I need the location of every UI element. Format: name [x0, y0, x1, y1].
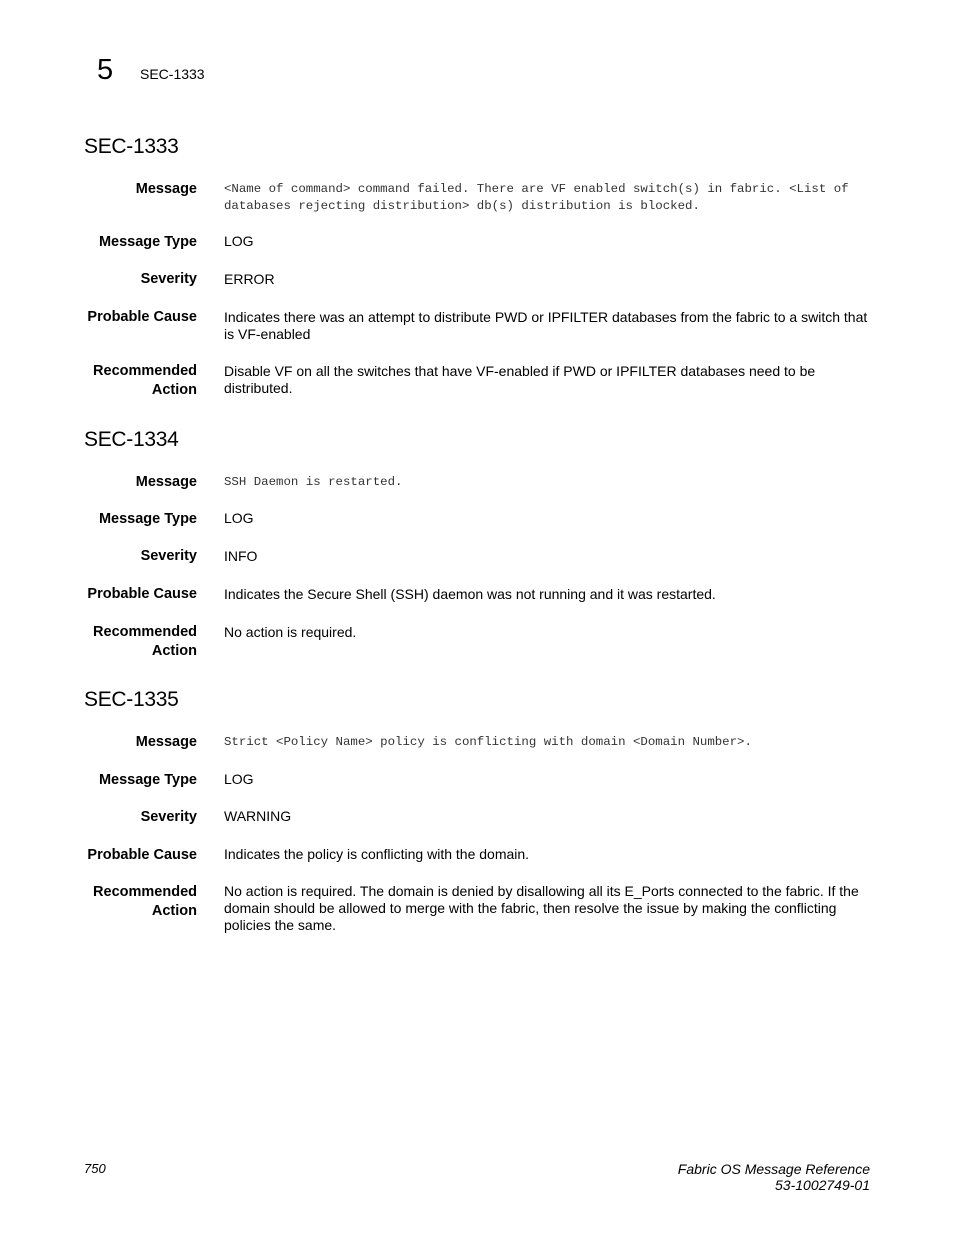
- message-type-value: LOG: [224, 771, 254, 787]
- message-label: Message: [135, 474, 197, 490]
- message-label: Message: [135, 734, 197, 750]
- recommended-label: Recommended: [93, 884, 197, 900]
- probable-cause-text: Indicates the Secure Shell (SSH) daemon was not running and it was restarted.: [224, 586, 716, 602]
- probable-cause-label: Probable Cause: [87, 586, 197, 602]
- severity-value: WARNING: [224, 808, 292, 824]
- probable-cause-label: Probable Cause: [87, 847, 197, 863]
- recommended-action-text: No action is required.: [224, 624, 357, 640]
- recommended-label: Recommended: [93, 624, 197, 640]
- message-text: Strict <Policy Name> policy is conflicting with domain <Domain Number>.: [224, 735, 752, 749]
- probable-cause-text: Indicates there was an attempt to distribute PWD or IPFILTER databases from the fabric to a switch that is VF-enabled: [224, 309, 868, 342]
- action-label: Action: [151, 903, 197, 919]
- recommended-action-text: Disable VF on all the switches that have VF-enabled if PWD or IPFILTER databases need to be distributed.: [224, 363, 816, 396]
- entry-title: SEC-1334: [84, 428, 179, 451]
- severity-label: Severity: [140, 809, 197, 825]
- message-type-value: LOG: [224, 510, 254, 526]
- recommended-label: Recommended: [93, 363, 197, 379]
- recommended-action-text: No action is required. The domain is denied by disallowing all its E_Ports connected to the fabric. If the domain should be allowed to merge with the fabric, then resolve the issue by making the conflicting policies the same.: [224, 883, 859, 933]
- recommended-action-label: [67, 623, 197, 661]
- message-label: Message: [135, 181, 197, 197]
- running-header: SEC-1333: [140, 66, 205, 82]
- action-label: Action: [151, 382, 197, 398]
- message-text: SSH Daemon is restarted.: [224, 475, 403, 489]
- severity-label: Severity: [140, 271, 197, 287]
- severity-value: INFO: [224, 548, 258, 564]
- doc-number: 53-1002749-01: [775, 1177, 870, 1193]
- message-type-label: Message Type: [98, 234, 197, 250]
- entry-title: SEC-1333: [84, 135, 179, 158]
- message-text: <Name of command> command failed. There are VF enabled switch(s) in fabric. <List of databases rejecting distribution> db(s) distribution is blocked.: [224, 182, 849, 213]
- action-label: Action: [151, 643, 197, 659]
- severity-label: Severity: [140, 548, 197, 564]
- message-type-value: LOG: [224, 233, 254, 249]
- probable-cause-label: Probable Cause: [87, 309, 197, 325]
- footer-doc-info: [678, 1161, 870, 1193]
- recommended-action-label: [67, 362, 197, 400]
- entry-title: SEC-1335: [84, 688, 179, 711]
- message-type-label: Message Type: [98, 511, 197, 527]
- severity-value: ERROR: [224, 271, 275, 287]
- book-title: Fabric OS Message Reference: [677, 1161, 870, 1177]
- recommended-action-label: [67, 883, 197, 921]
- page-number: 750: [84, 1161, 106, 1176]
- message-type-label: Message Type: [98, 772, 197, 788]
- chapter-number: 5: [97, 54, 114, 86]
- probable-cause-text: Indicates the policy is conflicting with the domain.: [224, 846, 530, 862]
